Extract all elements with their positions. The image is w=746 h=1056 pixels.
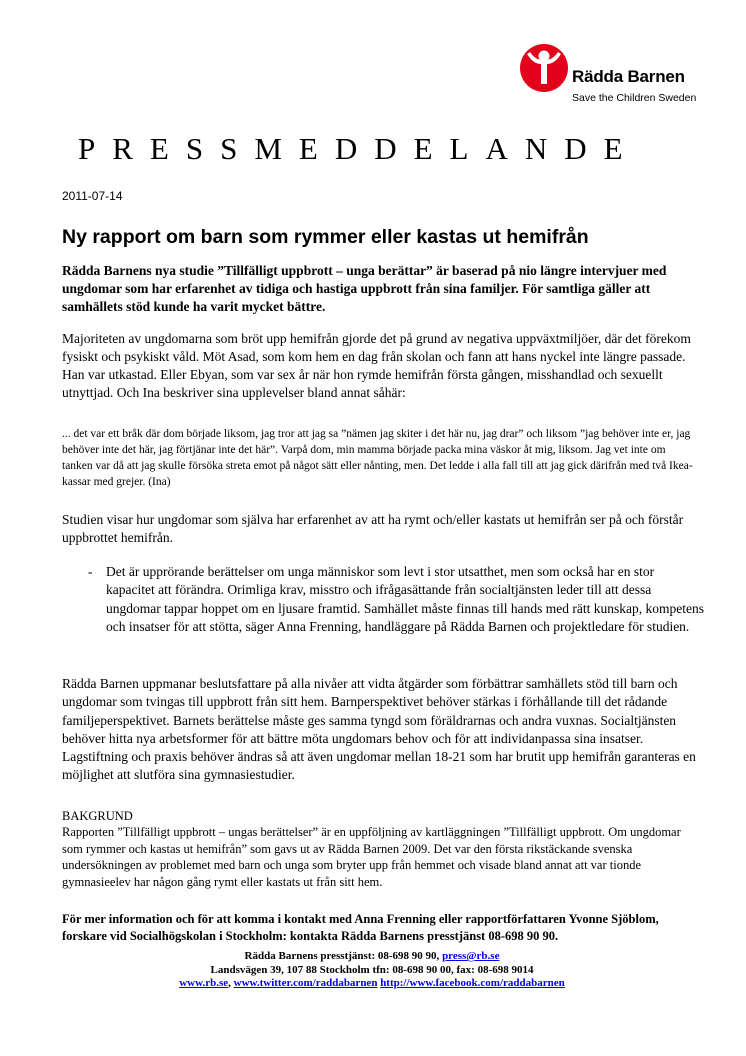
facebook-link[interactable]: http://www.facebook.com/raddabarnen (380, 977, 565, 989)
lead-paragraph: Rädda Barnens nya studie ”Tillfälligt uppbrott – unga berättar” är baserad på nio längre intervjuer med ungdomar som har erfarenhet av tidiga och hastiga uppbrott från sina familjer. För samtliga gäller att samhällets stöd kunde ha varit mycket bättre. (62, 263, 667, 314)
press-email-link[interactable]: press@rb.se (442, 950, 500, 962)
body-paragraph-3: Rädda Barnen uppmanar beslutsfattare på alla nivåer att vidta åtgärder som förbättrar samhällets stöd till barn och ungdomar som tvingas till uppbrott från sitt hem. Barnperspektivet behöver stärkas i förhållande till det rådande familjeperspektivet. Barnets berättelse måste ges samma tyngd som föräldrarnas och andra vuxnas. Socialtjänsten behöver hitta nya arbetsformer för att bättre möta ungdomars behov och för att individanpassa sina insatser. Lagstiftning och praxis behöver ändras så att även ungdomar mellan 18-21 som har brutit upp hemifrån garanteras en möjlighet att slutföra sina gymnasiestudier. (62, 676, 696, 783)
background-paragraph: Rapporten ”Tillfälligt uppbrott – ungas berättelser” är en uppföljning av kartläggningen ”Tillfälligt uppbrott. Om ungdomar som rymmer och kastas ut hemifrån” som gavs ut av Rädda Barnen 2009. Det var den första rikstäckande svenska undersökningen av problemet med barn och unga som bryter upp från hemmet och visade bland annat att var tionde gymnasieelev har någon gång rymt eller kastats ut från sitt hem. (62, 825, 681, 889)
bullet-text: Det är upprörande berättelser om unga människor som levt i stor utsatthet, men som också har en stor kapacitet att förändra. Orimliga krav, misstro och ifrågasättande från socialtjänsten leder till att dessa ungdomar tappar hoppet om en ljusare framtid. Samhället måste finnas till hands med rätt kunskap, kompetens och insatser för att stötta, säger Anna Frenning, handläggare på Rädda Barnen och projektledare för studien. (106, 564, 704, 634)
headline: Ny rapport om barn som rymmer eller kastas ut hemifrån (62, 226, 589, 248)
footer (62, 950, 682, 991)
interview-quote: ... det var ett bråk där dom började liksom, jag tror att jag sa ”nämen jag skiter i det här nu, jag drar” och liksom ”jag behöver inte er, jag behöver inte det här, jag förtjänar inte det här”. Varpå dom, min mamma började packa mina väskor åt mig, liksom. Jag vet inte om tanken var då att jag skulle försöka streta emot på något sätt eller nånting, men. Det ledde i alla fall till att jag gick därifrån med två Ikea-kassar med grejer. (Ina) (62, 428, 693, 488)
body-paragraph-1: Majoriteten av ungdomarna som bröt upp hemifrån gjorde det på grund av negativa uppväxtmiljöer, där det förekom fysiskt och psykiskt våld. Möt Asad, som kom hem en dag från skolan och fann att hans nyckel inte längre passade. Han var utkastad. Eller Ebyan, som var sex år när hon rymde hemifrån första gången, misshandlad och sexuellt utnyttjad. Och Ina beskriver sina upplevelser bland annat såhär: (62, 331, 691, 400)
brand-subtitle: Save the Children Sweden (572, 92, 697, 104)
release-date: 2011-07-14 (62, 189, 123, 203)
website-link[interactable]: www.rb.se (179, 977, 229, 989)
footer-address: Landsvägen 39, 107 88 Stockholm tfn: 08-698 90 00, fax: 08-698 9014 (210, 963, 534, 976)
body-paragraph-2: Studien visar hur ungdomar som själva har erfarenhet av att ha rymt och/eller kastats ut hemifrån ser på och förstår uppbrottet hemifrån. (62, 512, 684, 545)
save-the-children-figure-icon (518, 42, 570, 94)
logo (516, 42, 716, 110)
bullet-dash: - (88, 564, 93, 579)
footer-links (62, 977, 682, 991)
twitter-link[interactable]: www.twitter.com/raddabarnen (233, 977, 378, 989)
brand-name: Rädda Barnen (572, 67, 685, 86)
footer-line-1 (62, 950, 682, 964)
background-heading: BAKGRUND (62, 809, 133, 823)
document-type-heading: PRESSMEDDELANDE (78, 131, 640, 166)
contact-paragraph: För mer information och för att komma i kontakt med Anna Frenning eller rapportförfattaren Yvonne Sjöblom, forskare vid Socialhögskolan i Stockholm: kontakta Rädda Barnens presstjänst 08-698 90 90. (62, 912, 659, 943)
press-service-text: Rädda Barnens presstjänst: 08-698 90 90, (244, 950, 443, 962)
link-separator: , (228, 977, 234, 989)
